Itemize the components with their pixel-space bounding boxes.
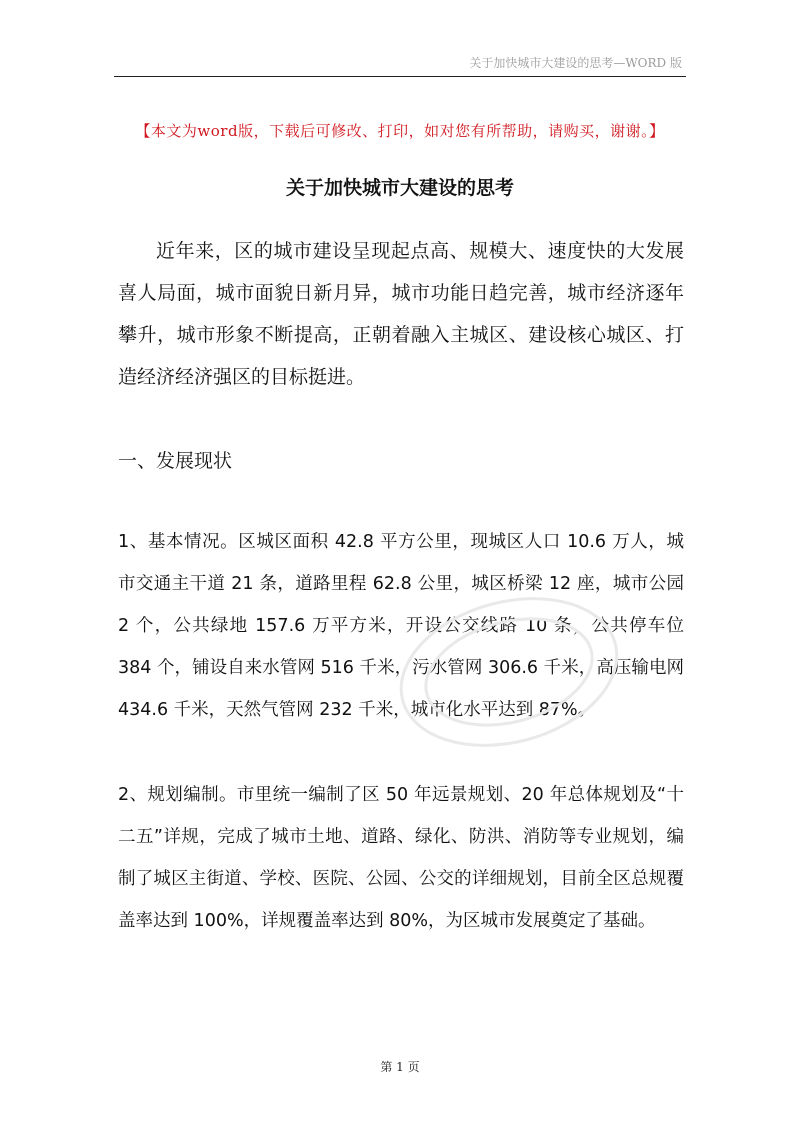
basic-situation-paragraph: 1、基本情况。区城区面积 42.8 平方公里，现城区人口 10.6 万人，城市交通主干道 21 条，道路里程 62.8 公里，城区桥梁 12 座，城市公园 2 个，公共绿地 157.6 万平方米，开设公交线路 10 条，公共停车位 384 个，铺设自来水管网 516 千米，污水管网 306.6 千米，高压输电网 434.6 千米，天然气管网 232 千米，城市化水平达到 87%。	[118, 532, 684, 720]
header-divider	[114, 76, 686, 77]
page-number: 第 1 页	[380, 1060, 420, 1074]
running-header-title: 关于加快城市大建设的思考—WORD 版	[469, 56, 682, 70]
planning-paragraph: 2、规划编制。市里统一编制了区 50 年远景规划、20 年总体规划及“十二五”详规，完成了城市土地、道路、绿化、防洪、消防等专业规划，编制了城区主街道、学校、医院、公园、公交的详细规划，目前全区总规覆盖率达到 100%，详规覆盖率达到 80%，为区城市发展奠定了基础。	[118, 785, 684, 931]
intro-paragraph: 近年来，区的城市建设呈现起点高、规模大、速度快的大发展喜人局面，城市面貌日新月异，城市功能日趋完善，城市经济逐年攀升，城市形象不断提高，正朝着融入主城区、建设核心城区、打造经济经济强区的目标挺进。	[118, 240, 684, 388]
section-heading-development-status: 一、发展现状	[118, 450, 233, 472]
download-notice: 【本文为word版，下载后可修改、打印，如对您有所帮助，请购买，谢谢。】	[135, 122, 665, 140]
document-title: 关于加快城市大建设的思考	[285, 177, 514, 199]
